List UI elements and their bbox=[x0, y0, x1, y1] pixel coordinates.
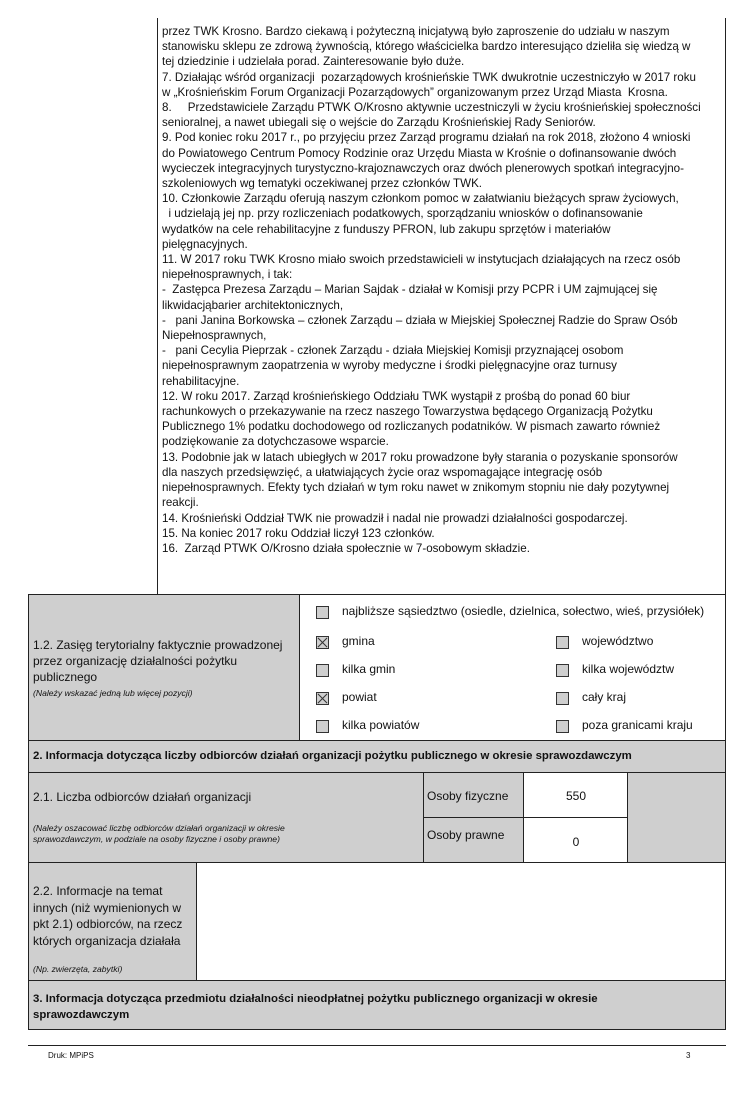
row-2-2-note: (Np. zwierzęta, zabytki) bbox=[33, 964, 123, 974]
natural-persons-label: Osoby fizyczne bbox=[427, 789, 509, 803]
left-border bbox=[157, 18, 158, 594]
section-1-2-label-cell bbox=[28, 594, 300, 741]
section-1-2-label: 1.2. Zasięg terytorialny faktycznie prowadzonej przez organizację działalności pożytku publicznego bbox=[33, 638, 283, 684]
text-line: - Zastępca Prezesa Zarządu – Marian Sajdak - działał w Komisji przy PCPR i UM zajmującej się bbox=[162, 283, 658, 297]
section-3-header: 3. Informacja dotycząca przedmiotu działalności nieodpłatnej pożytku publicznego organizacji w okresie sprawozdawczym bbox=[33, 993, 598, 1021]
text-line: 10. Członkowie Zarządu oferują naszym członkom pomoc w załatwianiu bieżących spraw życiowych, bbox=[162, 192, 679, 206]
option-label-kilka-wojewodztw: kilka województw bbox=[582, 662, 675, 676]
text-line: 7. Działając wśród organizacji pozarządowych krośnieńskie TWK dwukrotnie uczestniczyło w 2017 roku bbox=[162, 70, 696, 84]
row-2-2-value-cell[interactable] bbox=[197, 863, 726, 981]
text-line: wycieczek integracyjnych turystyczno-krajoznawczych oraz dwóch plenerowych spotkań integracyjno- bbox=[162, 161, 684, 175]
text-line: do Powiatowego Centrum Pomocy Rodzinie oraz Urzędu Miasta w Krośnie o dofinansowanie dwóch bbox=[162, 146, 677, 160]
row-2-1-label-cell bbox=[28, 773, 424, 863]
checkbox-wojewodztwo[interactable] bbox=[556, 636, 569, 649]
checkbox-powiat[interactable] bbox=[316, 692, 329, 705]
section-2-header-cell bbox=[28, 741, 726, 773]
text-line: tej dziedzinie i udzielała porad. Zainteresowanie było duże. bbox=[162, 55, 465, 69]
footer-rule bbox=[28, 1045, 726, 1046]
page-number: 3 bbox=[686, 1051, 691, 1060]
text-line: senioralnej, a nawet ubiegali się o wejście do Zarządu Krośnieńskiej Rady Seniorów. bbox=[162, 116, 596, 130]
text-line: reakcji. bbox=[162, 496, 199, 510]
checkbox-kilka-wojewodztw[interactable] bbox=[556, 664, 569, 677]
row-2-1-label: 2.1. Liczba odbiorców działań organizacji bbox=[33, 790, 252, 804]
text-line: w „Krośnieńskim Forum Organizacji Pozarządowych” organizowanym przez Urząd Miasta Krosna. bbox=[162, 85, 668, 99]
option-label-gmina: gmina bbox=[342, 634, 375, 648]
text-line: 9. Pod koniec roku 2017 r., po przyjęciu przez Zarząd programu działań na rok 2018, złożono 4 wnioski bbox=[162, 131, 691, 145]
text-line: - pani Cecylia Pieprzak - członek Zarządu - działa Miejskiej Komisji przyznającej osobom bbox=[162, 344, 624, 358]
checkbox-poza-granicami-kraju[interactable] bbox=[556, 720, 569, 733]
text-line: 12. W roku 2017. Zarząd krośnieńskiego Oddziału TWK wystąpił z prośbą do ponad 60 biur bbox=[162, 389, 631, 403]
text-line: niepełnosprawnych. Efekty tych działań w tym roku nawet w znikomym stopniu nie dały pozytywnej bbox=[162, 481, 670, 495]
text-line: rehabilitacyjne. bbox=[162, 374, 240, 388]
option-label-caly-kraj: cały kraj bbox=[582, 690, 627, 704]
checkbox-kilka-gmin[interactable] bbox=[316, 664, 329, 677]
legal-persons-label: Osoby prawne bbox=[427, 828, 505, 842]
text-line: niepełnosprawnym zaopatrzenia w wyroby medyczne i środki pielęgnacyjne oraz turnusy bbox=[162, 359, 617, 373]
option-label-powiat: powiat bbox=[342, 690, 377, 704]
section-1-2-note: (Należy wskazać jedną lub więcej pozycji) bbox=[33, 688, 193, 698]
checkbox-kilka-powiatow[interactable] bbox=[316, 720, 329, 733]
text-line: 15. Na koniec 2017 roku Oddział liczył 123 członków. bbox=[162, 526, 435, 540]
text-line: przez TWK Krosno. Bardzo ciekawą i pożyteczną inicjatywą było zaproszenie do udziału w naszym bbox=[162, 25, 670, 38]
text-line: niepełnosprawnych, i tak: bbox=[162, 268, 293, 282]
option-label-kilka-gmin: kilka gmin bbox=[342, 662, 396, 676]
text-line: 16. Zarząd PTWK O/Krosno działa społecznie w 7-osobowym składzie. bbox=[162, 541, 530, 555]
text-line: likwidacjąbarier architektonicznych, bbox=[162, 298, 344, 312]
checkbox-gmina[interactable] bbox=[316, 636, 329, 649]
row-2-2-label: 2.2. Informacje na temat innych (niż wymienionych w pkt 2.1) odbiorców, na rzecz których organizacja działała bbox=[33, 884, 183, 948]
option-label-nearest-neighbourhood: najbliższe sąsiedztwo (osiedle, dzielnica, sołectwo, wieś, przysiółek) bbox=[342, 604, 705, 618]
text-line: - pani Janina Borkowska – członek Zarządu – działa w Miejskiej Społecznej Radzie do Spraw Osób bbox=[162, 313, 678, 327]
section-3-header-cell bbox=[28, 981, 726, 1030]
continued-description bbox=[162, 24, 722, 556]
checkbox-nearest-neighbourhood[interactable] bbox=[316, 606, 329, 619]
text-line: 8. Przedstawiciele Zarządu PTWK O/Krosno aktywnie uczestniczyli w życiu krośnieńskiej społeczności bbox=[162, 101, 701, 115]
option-label-kilka-powiatow: kilka powiatów bbox=[342, 718, 420, 732]
natural-persons-label-cell bbox=[424, 773, 524, 818]
text-line: wydatków na cele rehabilitacyjne z funduszy PFRON, lub zakupu sprzętów i materiałów bbox=[162, 222, 611, 236]
text-line: dla naszych przedsięwzięć, a ułatwiających życie oraz wspomagające integrację osób bbox=[162, 465, 603, 479]
legal-persons-value-cell[interactable] bbox=[524, 818, 628, 863]
natural-persons-value-cell[interactable] bbox=[524, 773, 628, 818]
text-line: 11. W 2017 roku TWK Krosno miało swoich przedstawicieli w instytucjach działających na rzecz osób bbox=[162, 253, 681, 267]
text-line: pielęgnacyjnych. bbox=[162, 237, 248, 251]
row-2-1-spacer-cell bbox=[628, 773, 726, 863]
row-2-2-label-cell bbox=[28, 863, 197, 981]
text-line: i udzielają jej np. przy rozliczeniach podatkowych, sporządzaniu wniosków o dofinansowanie bbox=[162, 207, 643, 221]
checkbox-caly-kraj[interactable] bbox=[556, 692, 569, 705]
text-line: stanowisku sklepu ze zdrową żywnością, którego właścicielka bardzo interesująco dzieliła się wiedzą w bbox=[162, 40, 691, 54]
natural-persons-value: 550 bbox=[565, 789, 587, 803]
footer-print-label: Druk: MPiPS bbox=[48, 1051, 94, 1060]
legal-persons-value: 0 bbox=[572, 835, 580, 849]
text-line: Niepełnosprawnych, bbox=[162, 329, 267, 343]
option-label-wojewodztwo: województwo bbox=[582, 634, 654, 648]
section-2-header: 2. Informacja dotycząca liczby odbiorców działań organizacji pożytku publicznego w okresie sprawozdawczym bbox=[33, 750, 632, 762]
text-line: rachunkowych o przekazywanie na rzecz naszego Towarzystwa będącego Organizacją Pożytku bbox=[162, 405, 653, 419]
text-line: Publicznego 1% podatku dochodowego od rozliczanych podatników. W pismach zawarto również bbox=[162, 420, 661, 434]
text-line: podziękowanie za dotychczasowe wsparcie. bbox=[162, 435, 389, 449]
row-2-1-note: (Należy oszacować liczbę odbiorców działań organizacji w okresie sprawozdawczym, w podziale na osoby fizyczne i osoby prawne) bbox=[33, 823, 285, 844]
option-label-poza-granicami-kraju: poza granicami kraju bbox=[582, 718, 693, 732]
text-line: 14. Krośnieński Oddział TWK nie prowadził i nadal nie prowadzi działalności gospodarczej. bbox=[162, 511, 628, 525]
text-line: szkoleniowych wg tematyki oczekiwanej przez członków TWK. bbox=[162, 177, 483, 191]
legal-persons-label-cell bbox=[424, 818, 524, 863]
text-line: 13. Podobnie jak w latach ubiegłych w 2017 roku prowadzone były starania o pozyskanie sponsorów bbox=[162, 450, 678, 464]
